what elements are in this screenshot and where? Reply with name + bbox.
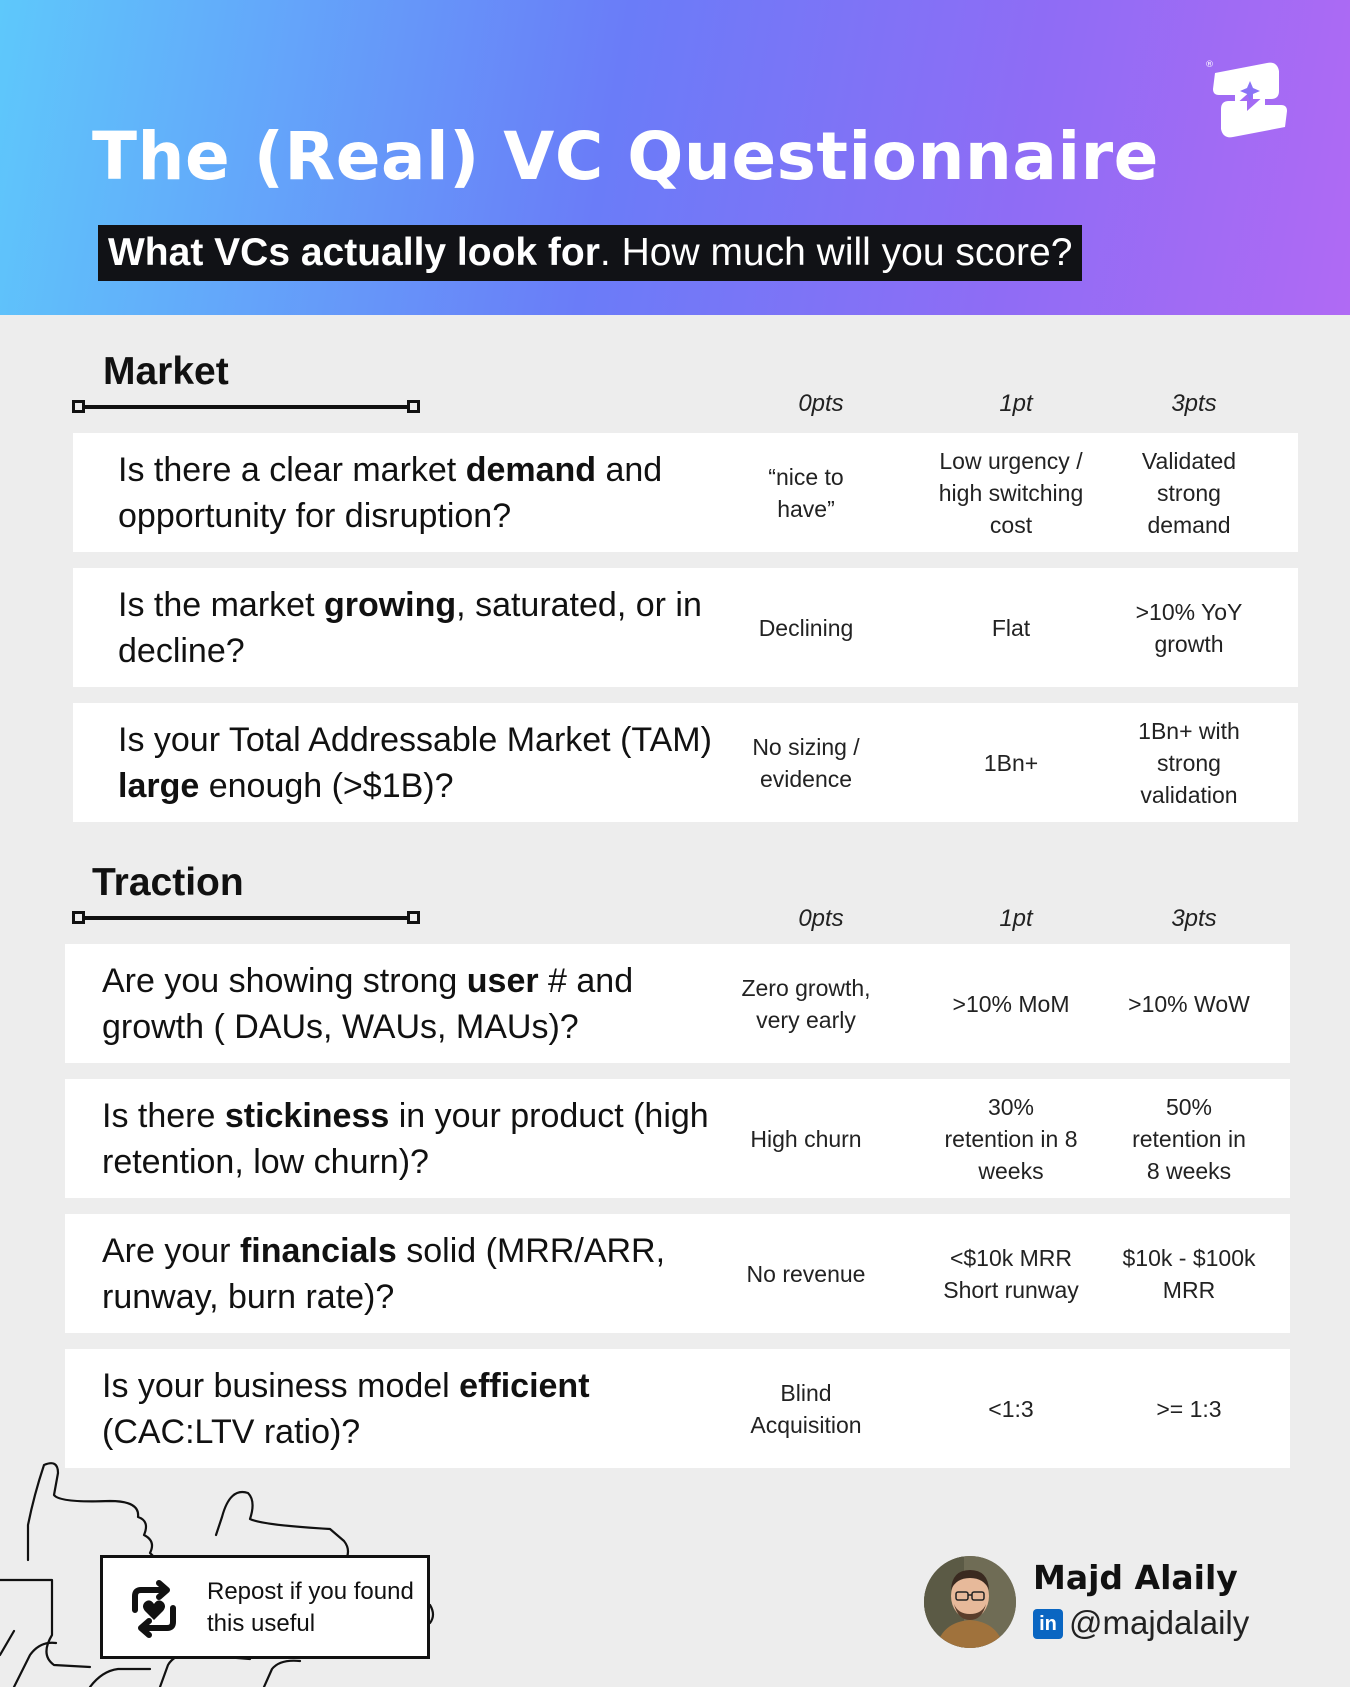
market-row-demand — [73, 433, 1298, 552]
traction-row-efficiency — [65, 1349, 1290, 1468]
header-banner — [0, 0, 1350, 315]
question-text: Is your business model efficient (CAC:LTV ratio)? — [102, 1366, 590, 1451]
answer-3pts: >10% YoY growth — [1135, 598, 1243, 657]
answer-0pts: No sizing / evidence — [752, 733, 860, 792]
subtitle-bold: What VCs actually look for — [108, 231, 600, 274]
traction-title-underline — [72, 911, 420, 925]
answer-0pts: Blind Acquisition — [750, 1379, 862, 1438]
question-text: Are your financials solid (MRR/ARR, runway, burn rate)? — [102, 1231, 666, 1316]
answer-3pts: 1Bn+ with strong validation — [1138, 717, 1240, 808]
question-text: Is there stickiness in your product (high retention, low churn)? — [102, 1096, 709, 1181]
answer-1pt: 1Bn+ — [983, 749, 1039, 776]
answer-1pt: Low urgency / high switching cost — [938, 447, 1084, 538]
market-col-3pts: 3pts — [1171, 390, 1217, 417]
market-title-underline — [72, 400, 420, 414]
traction-row-stickiness — [65, 1079, 1290, 1198]
repost-callout — [100, 1555, 430, 1659]
market-col-1pt: 1pt — [999, 390, 1033, 417]
question-text: Is there a clear market demand and opportunity for disruption? — [118, 450, 663, 535]
author-handle[interactable] — [1033, 1604, 1249, 1642]
answer-1pt: 30% retention in 8 weeks — [944, 1093, 1078, 1184]
answer-0pts: Zero growth, very early — [741, 974, 871, 1033]
author-avatar — [924, 1556, 1016, 1648]
market-section-title: Market — [103, 350, 229, 393]
answer-3pts: >10% WoW — [1128, 990, 1250, 1017]
answer-3pts: >= 1:3 — [1156, 1395, 1222, 1422]
question-text: Is the market growing, saturated, or in decline? — [118, 585, 702, 670]
answer-1pt: >10% MoM — [952, 990, 1070, 1017]
traction-col-3pts: 3pts — [1171, 905, 1217, 932]
answer-1pt: <1:3 — [988, 1395, 1034, 1422]
answer-3pts: Validated strong demand — [1141, 447, 1237, 538]
traction-col-1pt: 1pt — [999, 905, 1033, 932]
question-text: Is your Total Addressable Market (TAM) large enough (>$1B)? — [118, 720, 712, 805]
market-col-0pts: 0pts — [798, 390, 844, 417]
subtitle-rest: . How much will you score? — [599, 231, 1073, 274]
brand-logo-icon — [1205, 55, 1295, 145]
traction-section-title: Traction — [92, 861, 244, 904]
answer-0pts: No revenue — [746, 1260, 866, 1287]
question-text: Are you showing strong user # and growth ( DAUs, WAUs, MAUs)? — [102, 961, 634, 1046]
author-handle-text: @majdalaily — [1069, 1604, 1250, 1641]
repost-text: Repost if you found this useful — [207, 1578, 414, 1637]
answer-0pts: Declining — [758, 614, 854, 641]
traction-col-0pts: 0pts — [798, 905, 844, 932]
page-subtitle — [98, 225, 1082, 281]
answer-0pts: “nice to have” — [768, 463, 844, 522]
answer-0pts: High churn — [750, 1125, 862, 1152]
market-row-growth — [73, 568, 1298, 687]
author-name: Majd Alaily — [1033, 1558, 1238, 1597]
page-title: The (Real) VC Questionnaire — [92, 118, 1159, 195]
answer-3pts: 50% retention in 8 weeks — [1132, 1093, 1246, 1184]
answer-1pt: <$10k MRR Short runway — [943, 1244, 1079, 1303]
repost-heart-icon — [125, 1580, 183, 1638]
traction-row-users — [65, 944, 1290, 1063]
linkedin-icon: in — [1033, 1609, 1063, 1639]
market-row-tam — [73, 703, 1298, 822]
answer-1pt: Flat — [991, 614, 1031, 641]
svg-text:®: ® — [1205, 60, 1214, 70]
answer-3pts: $10k - $100k MRR — [1122, 1244, 1256, 1303]
traction-row-financials — [65, 1214, 1290, 1333]
